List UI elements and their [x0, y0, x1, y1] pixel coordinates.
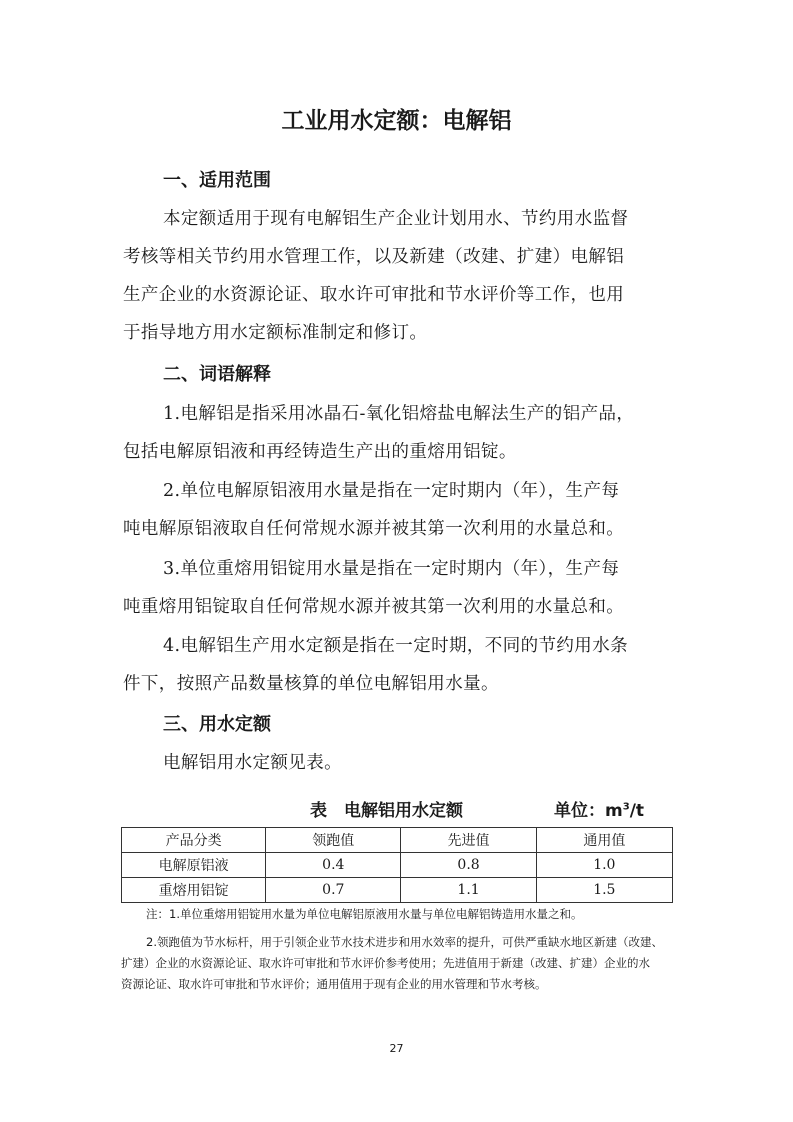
table-row: [122, 853, 673, 878]
table-note: 扩建）企业的水资源论证、取水许可审批和节水评价参考使用；先进值用于新建（改建、扩建）企业的水: [121, 956, 650, 970]
table-header-row: [122, 828, 673, 853]
table-cell: 1.5: [536, 878, 672, 903]
table-header-cell: 通用值: [536, 828, 672, 853]
section-heading-quota: 三、用水定额: [163, 714, 271, 735]
table-note: 资源论证、取水许可审批和节水评价；通用值用于现有企业的用水管理和节水考核。: [121, 977, 547, 991]
water-quota-table: [121, 827, 673, 903]
table-caption: 表 电解铝用水定额: [310, 801, 463, 821]
paragraph-line: 2.单位电解原铝液用水量是指在一定时期内（年），生产每: [163, 481, 620, 501]
paragraph-line: 1.电解铝是指采用冰晶石-氧化铝熔盐电解法生产的铝产品，: [163, 404, 635, 424]
paragraph-line: 生产企业的水资源论证、取水许可审批和节水评价等工作，也用: [123, 285, 625, 305]
page-number: 27: [389, 1042, 404, 1055]
paragraph-line: 本定额适用于现有电解铝生产企业计划用水、节约用水监督: [163, 209, 629, 229]
table-note: 2.领跑值为节水标杆，用于引领企业节水技术进步和用水效率的提升，可供严重缺水地区新建（改建、: [146, 935, 663, 949]
table-cell: 电解原铝液: [122, 853, 266, 878]
table-cell: 1.1: [401, 878, 536, 903]
paragraph-line: 包括电解原铝液和再经铸造生产出的重熔用铝锭。: [123, 442, 517, 462]
table-header-cell: 产品分类: [122, 828, 266, 853]
table-cell: 0.8: [401, 853, 536, 878]
paragraph-line: 3.单位重熔用铝锭用水量是指在一定时期内（年），生产每: [163, 559, 620, 579]
table-header-cell: 领跑值: [266, 828, 401, 853]
table-cell: 0.7: [266, 878, 401, 903]
paragraph-line: 于指导地方用水定额标准制定和修订。: [123, 323, 428, 343]
table-cell: 0.4: [266, 853, 401, 878]
paragraph-line: 电解铝用水定额见表。: [163, 753, 342, 773]
page-title: 工业用水定额：电解铝: [281, 108, 512, 134]
paragraph-line: 吨重熔用铝锭取自任何常规水源并被其第一次利用的水量总和。: [123, 597, 625, 617]
table-note: 注：1.单位重熔用铝锭用水量为单位电解铝原液用水量与单位电解铝铸造用水量之和。: [146, 907, 583, 921]
paragraph-line: 4.电解铝生产用水定额是指在一定时期，不同的节约用水条: [163, 636, 628, 656]
paragraph-line: 吨电解原铝液取自任何常规水源并被其第一次利用的水量总和。: [123, 519, 625, 539]
table-cell: 重熔用铝锭: [122, 878, 266, 903]
table-header-cell: 先进值: [401, 828, 536, 853]
table-row: [122, 878, 673, 903]
table-cell: 1.0: [536, 853, 672, 878]
section-heading-terms: 二、词语解释: [163, 364, 271, 385]
section-heading-scope: 一、适用范围: [163, 170, 271, 191]
table-unit: 单位：$m^3/t$: [554, 801, 645, 821]
paragraph-line: 件下，按照产品数量核算的单位电解铝用水量。: [123, 674, 499, 694]
paragraph-line: 考核等相关节约用水管理工作，以及新建（改建、扩建）电解铝: [123, 247, 625, 267]
